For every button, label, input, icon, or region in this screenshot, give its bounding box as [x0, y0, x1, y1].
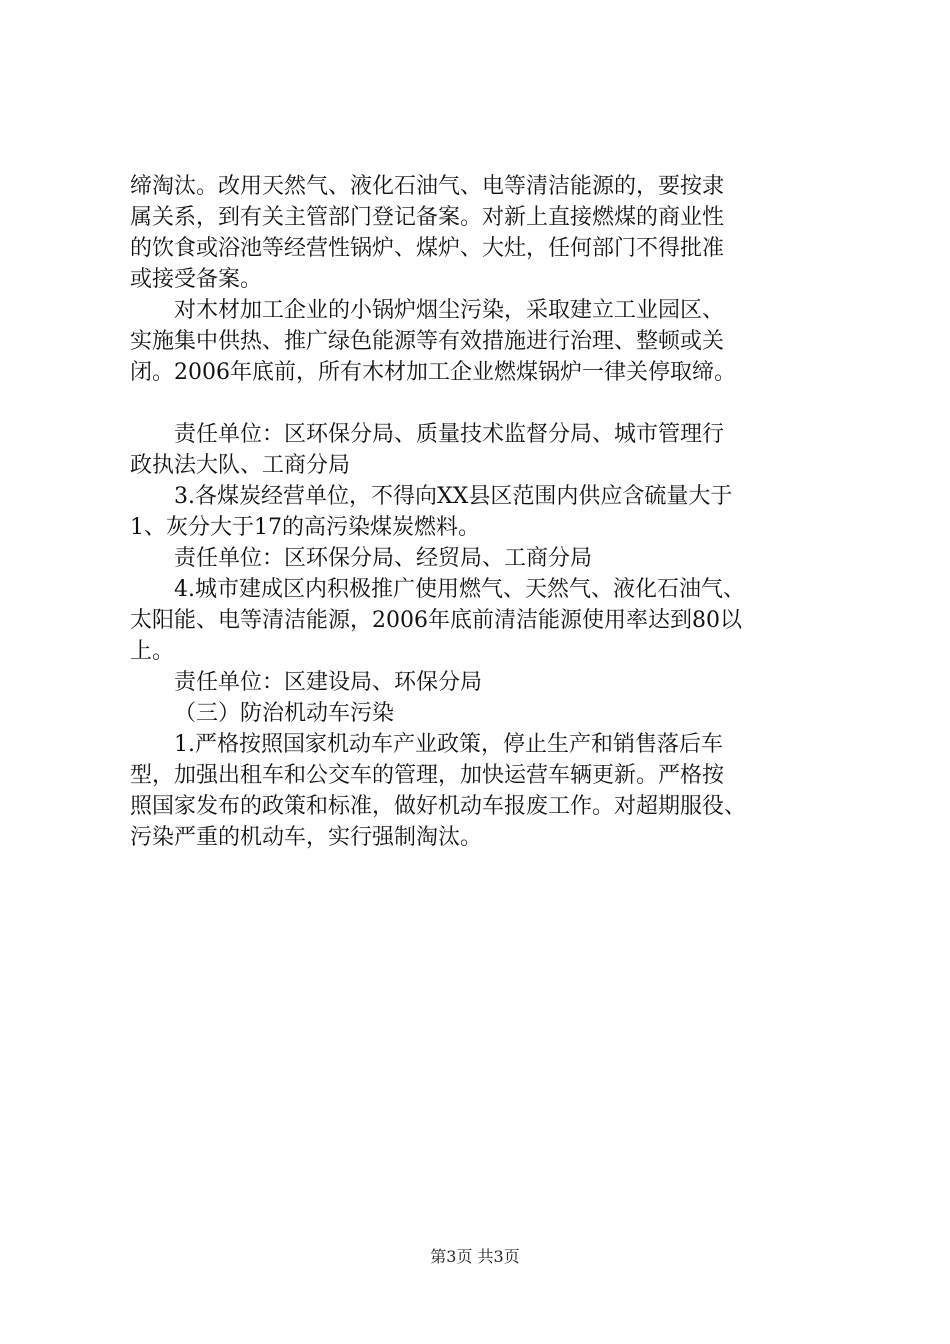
body-line: 闭。2006年底前，所有木材加工企业燃煤锅炉一律关停取缔。 — [130, 360, 736, 385]
body-line: 上。 — [130, 639, 175, 664]
body-line: 照国家发布的政策和标准，做好机动车报废工作。对超期服役、 — [130, 794, 747, 819]
responsibility-line: 责任单位：区环保分局、质量技术监督分局、城市管理行 — [174, 422, 725, 447]
body-line: 政执法大队、工商分局 — [130, 453, 351, 478]
body-line: 或接受备案。 — [130, 267, 263, 292]
document-body — [130, 171, 830, 853]
item-3-line: 3.各煤炭经营单位，不得向XX县区范围内供应含硫量大于 — [174, 484, 733, 509]
body-line: 实施集中供热、推广绿色能源等有效措施进行治理、整顿或关 — [130, 329, 725, 354]
responsibility-line: 责任单位：区环保分局、经贸局、工商分局 — [174, 546, 593, 571]
section-heading: （三）防治机动车污染 — [174, 701, 395, 726]
body-line: 属关系，到有关主管部门登记备案。对新上直接燃煤的商业性 — [130, 205, 725, 230]
item-4-line: 4.城市建成区内积极推广使用燃气、天然气、液化石油气、 — [174, 577, 745, 602]
body-line: 污染严重的机动车，实行强制淘汰。 — [130, 825, 483, 850]
body-line: 型，加强出租车和公交车的管理，加快运营车辆更新。严格按 — [130, 763, 725, 788]
paragraph-start-line: 对木材加工企业的小锅炉烟尘污染，采取建立工业园区、 — [174, 298, 725, 323]
paragraph-gap — [130, 388, 830, 419]
item-1-line: 1.严格按照国家机动车产业政策，停止生产和销售落后车 — [174, 732, 723, 757]
body-line: 的饮食或浴池等经营性锅炉、煤炉、大灶，任何部门不得批准 — [130, 236, 725, 261]
body-line: 1、灰分大于17的高污染煤炭燃料。 — [130, 515, 480, 540]
page-footer: 第3页 共3页 — [430, 1247, 520, 1266]
body-line: 缔淘汰。改用天然气、液化石油气、电等清洁能源的，要按隶 — [130, 174, 725, 199]
body-line: 太阳能、电等清洁能源，2006年底前清洁能源使用率达到80以 — [130, 608, 742, 633]
responsibility-line: 责任单位：区建设局、环保分局 — [174, 670, 483, 695]
